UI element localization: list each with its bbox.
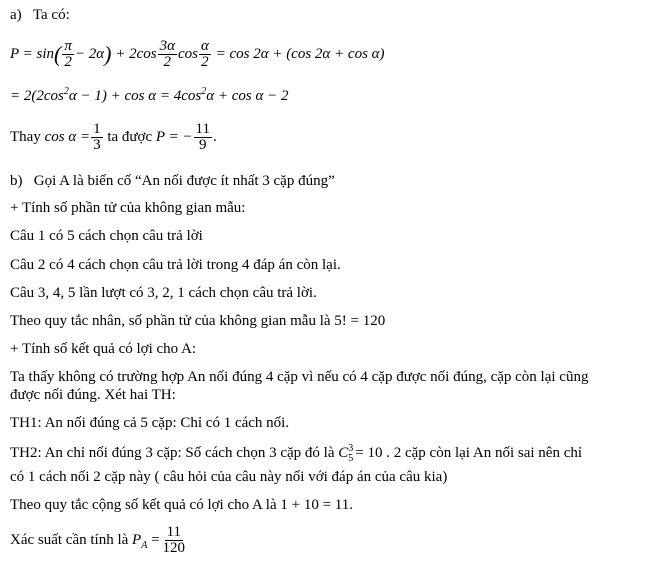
part-b-line9: được nối đúng. Xét hai TH:	[10, 387, 176, 403]
one-third-den: 3	[93, 137, 101, 154]
probability-fraction	[161, 525, 188, 556]
part-b-line5: Câu 3, 4, 5 lần lượt có 3, 2, 1 cách chọn câu trả lời.	[10, 285, 317, 301]
part-b-line2: + Tính số phần tử của không gian mẫu:	[10, 200, 246, 216]
part-a-header	[10, 6, 70, 24]
three-alpha-over-2-fraction	[158, 39, 177, 70]
frac1-den: 2	[163, 54, 172, 71]
thay-text: Thay	[10, 129, 41, 145]
paren-close: )	[104, 41, 112, 67]
pa-letter: P	[132, 532, 142, 548]
eq2-exp2: 2	[201, 86, 207, 97]
alpha-over-2-fraction	[199, 39, 211, 70]
part-b-line6: Theo quy tắc nhân, số phần tử của không gian mẫu là 5! = 120	[10, 313, 386, 329]
equation-3	[10, 120, 217, 154]
frac2-den: 2	[201, 54, 209, 71]
eq1-lhs: P = sin	[10, 46, 55, 62]
line11-part-a: TH2: An chỉ nối đúng 3 cặp: Số cách chọn 3 cặp đó là	[10, 445, 335, 461]
part-b-line12: có 1 cách nối 2 cặp này ( câu hỏi của câu này nối với đáp án của câu kia)	[10, 469, 448, 485]
pi-over-2-fraction	[62, 39, 74, 70]
part-b-line8: Ta thấy không có trường hợp An nối đúng 4 cặp vì nếu có 4 cặp được nối đúng, cặp còn lại cũng	[10, 369, 589, 385]
pa-num: 11	[166, 524, 182, 541]
paren-open: (	[54, 41, 62, 67]
p-num: 11	[195, 121, 210, 138]
p-den: 9	[198, 137, 207, 154]
ta-duoc-text: ta được	[107, 129, 153, 145]
part-b-line4: Câu 2 có 4 cách chọn câu trả lời trong 4 đáp án còn lại.	[10, 257, 341, 273]
p-eq: P = −	[155, 129, 193, 145]
part-a-intro: Ta có:	[32, 7, 70, 23]
equation-1	[10, 38, 385, 71]
one-third-num: 1	[93, 121, 101, 138]
cos-text: cos	[177, 46, 198, 62]
plus-2cos: + 2cos	[115, 46, 157, 62]
combination-sup: 3	[348, 442, 354, 454]
part-b-line10: TH1: An nối đúng cả 5 cặp: Chỉ có 1 cách nối.	[10, 415, 290, 431]
part-a-label: a)	[10, 7, 22, 23]
eq2-part1: = 2(2cos	[10, 88, 64, 104]
part-b-label: b)	[10, 173, 23, 189]
part-b-line7: + Tính số kết quả có lợi cho A:	[10, 341, 197, 357]
combination-sub: 5	[348, 452, 354, 464]
frac1-num: 3α	[159, 38, 175, 55]
part-b-line13: Theo quy tắc cộng số kết quả có lợi cho A là 1 + 10 = 11.	[10, 497, 353, 513]
line14-text: Xác suất cần tính là	[10, 532, 129, 548]
line11-part-b: = 10 . 2 cặp còn lại An nối sai nên chỉ	[355, 445, 583, 461]
eleven-ninths-fraction	[194, 122, 212, 153]
pa-sub: A	[141, 540, 148, 551]
part-b-header	[10, 172, 335, 190]
part-b-line3: Câu 1 có 5 cách chọn câu trả lời	[10, 228, 203, 244]
cos-alpha-eq: cos α =	[44, 129, 91, 145]
frac2-num: α	[200, 38, 209, 55]
eq3-end: .	[212, 129, 217, 145]
eq2-part3: α + cos α − 2	[206, 88, 289, 104]
combination-indices	[348, 444, 353, 464]
one-third-fraction	[91, 122, 103, 153]
eq2-exp1: 2	[63, 86, 69, 97]
part-b-line14	[10, 522, 188, 564]
pa-eq: =	[151, 532, 160, 548]
equation-2	[10, 83, 288, 105]
pi-num: π	[64, 38, 72, 55]
part-b-line11	[10, 442, 582, 464]
eq1-rhs: = cos 2α + (cos 2α + cos α)	[215, 46, 385, 62]
eq2-part2: α − 1) + cos α = 4cos	[68, 88, 202, 104]
combination-c: C	[338, 445, 349, 461]
minus-2a: − 2α	[74, 46, 105, 62]
pa-den: 120	[162, 540, 186, 557]
pi-den: 2	[64, 54, 72, 71]
part-b-line1: Gọi A là biến cố “An nối được ít nhất 3 cặp đúng”	[33, 173, 335, 189]
